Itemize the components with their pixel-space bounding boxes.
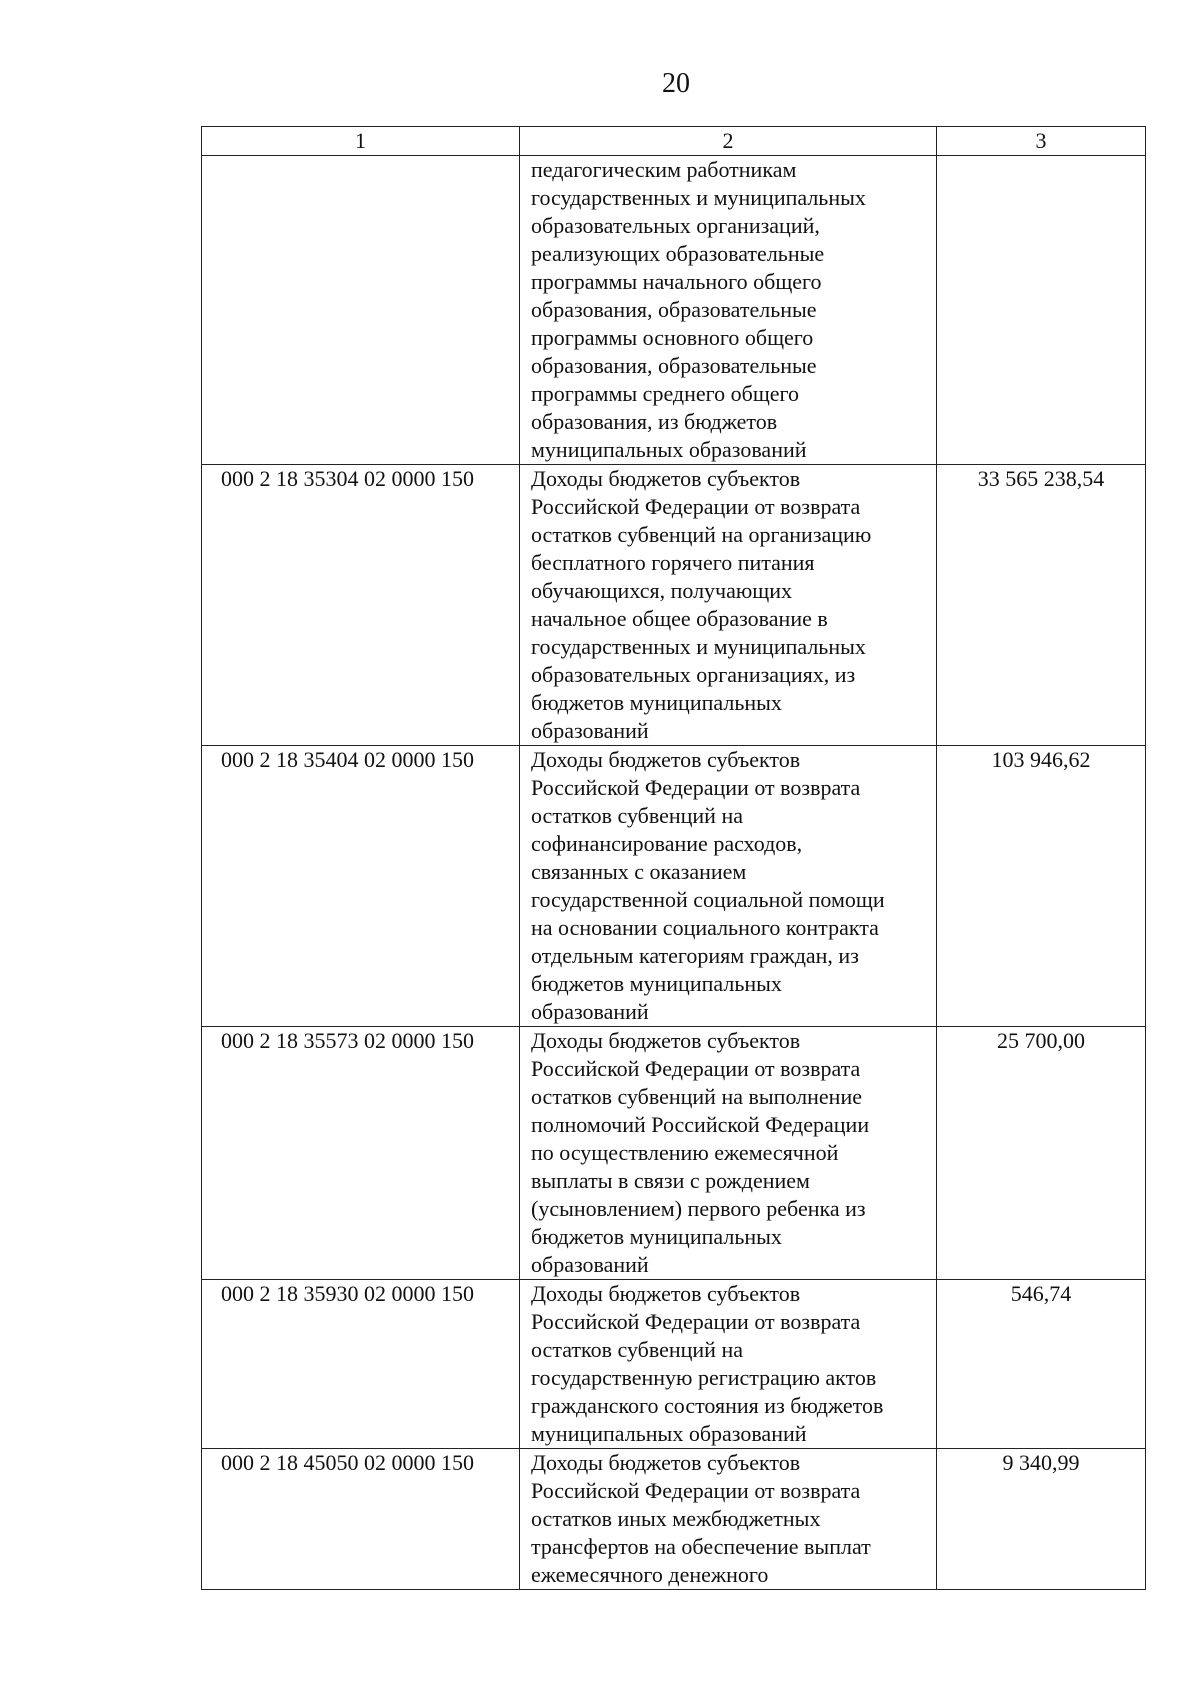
table-row [202, 1027, 1146, 1280]
revenue-description-cell [520, 465, 937, 746]
description-line: бесплатного горячего питания [531, 550, 815, 575]
amount-cell: 546,74 [937, 1280, 1146, 1449]
description-line: Российской Федерации от возврата [531, 775, 861, 800]
description-line: государственную регистрацию актов [531, 1365, 877, 1390]
revenue-code-cell: 000 2 18 35304 02 0000 150 [202, 465, 520, 746]
description-line: обучающихся, получающих [531, 578, 793, 603]
description-line: государственных и муниципальных [531, 185, 866, 210]
revenue-description-cell [520, 1449, 937, 1590]
description-line: образований [531, 999, 649, 1024]
revenue-code-cell: 000 2 18 45050 02 0000 150 [202, 1449, 520, 1590]
description-line: государственных и муниципальных [531, 634, 866, 659]
description-line: на основании социального контракта [531, 915, 879, 940]
description-line: Доходы бюджетов субъектов [531, 747, 801, 772]
revenue-description-cell [520, 156, 937, 465]
description-line: начальное общее образование в [531, 606, 828, 631]
table-row [202, 746, 1146, 1027]
column-header-1: 1 [202, 127, 520, 156]
description-line: Доходы бюджетов субъектов [531, 466, 801, 491]
column-header-2: 2 [520, 127, 937, 156]
revenue-code-cell [202, 156, 520, 465]
description-line: образования, образовательные [531, 353, 817, 378]
description-line: муниципальных образований [531, 1421, 807, 1446]
description-line: бюджетов муниципальных [531, 1224, 782, 1249]
description-line: образований [531, 1252, 649, 1277]
description-line: остатков субвенций на [531, 1337, 743, 1362]
description-line: образований [531, 718, 649, 743]
description-line: ежемесячного денежного [531, 1562, 769, 1587]
revenue-description-cell [520, 746, 937, 1027]
table-body [202, 156, 1146, 1590]
description-line: (усыновлением) первого ребенка из [531, 1196, 866, 1221]
amount-cell: 25 700,00 [937, 1027, 1146, 1280]
description-line: Доходы бюджетов субъектов [531, 1450, 801, 1475]
description-line: бюджетов муниципальных [531, 690, 782, 715]
table-row [202, 156, 1146, 465]
description-line: государственной социальной помощи [531, 887, 885, 912]
description-line: бюджетов муниципальных [531, 971, 782, 996]
amount-cell: 103 946,62 [937, 746, 1146, 1027]
description-line: программы основного общего [531, 325, 814, 350]
revenue-code-cell: 000 2 18 35573 02 0000 150 [202, 1027, 520, 1280]
description-line: Доходы бюджетов субъектов [531, 1028, 801, 1053]
table-row [202, 465, 1146, 746]
revenue-description-cell [520, 1027, 937, 1280]
description-line: остатков иных межбюджетных [531, 1506, 821, 1531]
table-header-row [202, 127, 1146, 156]
description-line: образования, образовательные [531, 297, 817, 322]
description-line: выплаты в связи с рождением [531, 1168, 810, 1193]
description-line: образования, из бюджетов [531, 409, 778, 434]
description-line: остатков субвенций на выполнение [531, 1084, 862, 1109]
description-line: отдельным категориям граждан, из [531, 943, 859, 968]
description-line: гражданского состояния из бюджетов [531, 1393, 884, 1418]
column-header-3: 3 [937, 127, 1146, 156]
description-line: остатков субвенций на организацию [531, 522, 872, 547]
description-line: остатков субвенций на [531, 803, 743, 828]
description-line: трансфертов на обеспечение выплат [531, 1534, 871, 1559]
description-line: софинансирование расходов, [531, 831, 803, 856]
amount-cell [937, 156, 1146, 465]
description-line: по осуществлению ежемесячной [531, 1140, 839, 1165]
revenue-description-cell [520, 1280, 937, 1449]
description-line: муниципальных образований [531, 437, 807, 462]
description-line: полномочий Российской Федерации [531, 1112, 870, 1137]
amount-cell: 33 565 238,54 [937, 465, 1146, 746]
budget-revenue-table [201, 126, 1146, 1590]
description-line: реализующих образовательные [531, 241, 825, 266]
revenue-code-cell: 000 2 18 35930 02 0000 150 [202, 1280, 520, 1449]
table-row [202, 1280, 1146, 1449]
description-line: программы среднего общего [531, 381, 800, 406]
amount-cell: 9 340,99 [937, 1449, 1146, 1590]
description-line: педагогическим работникам [531, 157, 797, 182]
table-row [202, 1449, 1146, 1590]
description-line: Российской Федерации от возврата [531, 494, 861, 519]
page-number: 20 [662, 68, 690, 99]
description-line: Доходы бюджетов субъектов [531, 1281, 801, 1306]
description-line: Российской Федерации от возврата [531, 1056, 861, 1081]
description-line: образовательных организациях, из [531, 662, 856, 687]
description-line: связанных с оказанием [531, 859, 747, 884]
description-line: Российской Федерации от возврата [531, 1309, 861, 1334]
description-line: образовательных организаций, [531, 213, 820, 238]
description-line: Российской Федерации от возврата [531, 1478, 861, 1503]
revenue-code-cell: 000 2 18 35404 02 0000 150 [202, 746, 520, 1027]
description-line: программы начального общего [531, 269, 822, 294]
